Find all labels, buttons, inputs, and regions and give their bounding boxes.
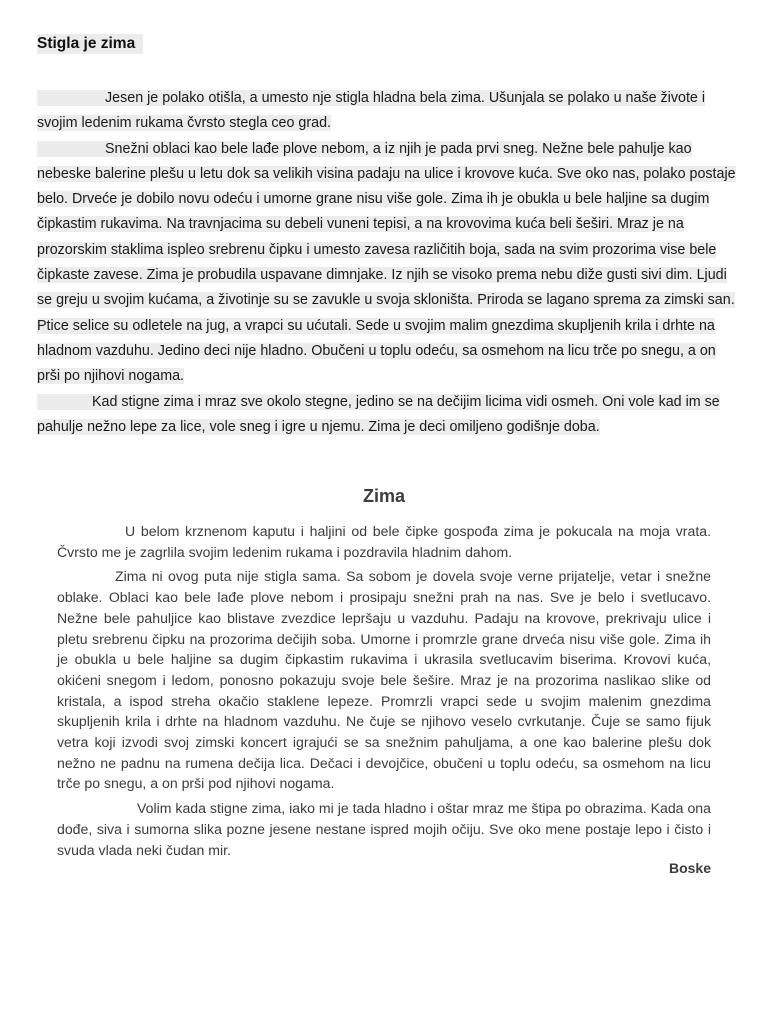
essay-zima xyxy=(57,480,711,878)
essay1-body xyxy=(37,86,737,440)
essay1-paragraph-1: Jesen je polako otišla, a umesto nje stigla hladna bela zima. Ušunjala se polako u naše živote i svojim ledenim rukama čvrsto stegla ceo grad. xyxy=(37,90,706,132)
essay1-paragraph-3: Kad stigne zima i mraz sve okolo stegne, jedino se na dečijim licima vidi osmeh. Oni vole kad im se pahulje nežno lepe za lice, vole sneg i igre u njemu. Zima je deci omiljeno godišnje doba. xyxy=(37,393,720,435)
essay2-signature: Boske xyxy=(668,860,711,877)
essay2-paragraph-1: U belom krznenom kaputu i haljini od bele čipke gospođa zima je pokucala na moja vrata. Čvrsto me je zagrlila svojim ledenim rukama i pozdravila hladnim dahom. xyxy=(57,523,711,560)
essay1-title: Stigla je zima xyxy=(37,34,143,54)
essay2-title: Zima xyxy=(362,486,405,506)
essay1-paragraph-2: Snežni oblaci kao bele lađe plove nebom, a iz njih je pada prvi sneg. Nežne bele pahulje kao nebeske balerine plešu u letu dok sa velikih visina padaju na ulice i krovove kuća. Sve oko nas, polako postaje belo. Drveće je dobilo novu odeću i umorne grane nisu više gole. Zima ih je obukla u bele haljine sa dugim čipkastim rukavima. Na travnjacima su debeli vuneni tepisi, a na krovovima kuća beli šeširi. Mraz je na prozorskim staklima ispleo srebrenu čipku i umesto zavesa različitih boja, sada na svim prozorima vise bele čipkaste zavese. Zima je probudila uspavane dimnjake. Iz njih se visoko prema nebu diže gusti sivi dim. Ljudi se greju u svojim kućama, a životinje su se zavukle u svoja skloništa. Priroda se lagano sprema za zimski san. Ptice selice su odletele na jug, a vrapci su ućutali. Sede u svojim malim gnezdima skupljenih krila i drhte na hladnom vazduhu. Jedino deci nije hladno. Obučeni u toplu odeću, sa osmehom na licu trče po snegu, a on prši po njihovi nogama. xyxy=(37,140,736,385)
essay2-paragraph-3: Volim kada stigne zima, iako mi je tada hladno i oštar mraz me štipa po obrazima. Kada ona dođe, siva i sumorna slika pozne jesene nestane ispred mojih očiju. Sve oko mene postaje lepo i čisto i svuda vlada neki čudan mir. xyxy=(57,800,711,858)
essay2-body xyxy=(57,521,711,860)
essay2-paragraph-2: Zima ni ovog puta nije stigla sama. Sa sobom je dovela svoje verne prijatelje, vetar i snežne oblake. Oblaci kao bele lađe plove nebom i prosipaju snežni prah na nas. Sve je belo i svetlucavo. Nežne bele pahuljice kao blistave zvezdice lepršaju u vazduhu. Padaju na krovove, prekrivaju ulice i pletu srebrenu čipku na prozorima dečijih soba. Umorne i promrzle grane drveća nisu više gole. Zima ih je obukla u bele haljine sa dugim čipkastim rukavima i ukrasila svetlucavim biserima. Krovovi kuća, okićeni snegom i ledom, ponosno pokazuju svoje bele šešire. Mraz je na prozorima naslikao slike od kristala, a ispod streha okačio staklene lepeze. Promrzli vrapci sede u svojim malenim gnezdima skupljenih krila i drhte na hladnom vazduhu. Ne čuje se njihovo veselo cvrkutanje. Čuje se samo fijuk vetra koji izvodi svoj zimski koncert igrajući se sa snežnim pahuljama, a one kao balerine plešu dok nežno ne padnu na rumena dečija lica. Dečaci i devojčice, obučeni u toplu odeću, sa osmehom na licu trče po snegu, a on prši pod njihovi nogama. xyxy=(57,568,711,792)
